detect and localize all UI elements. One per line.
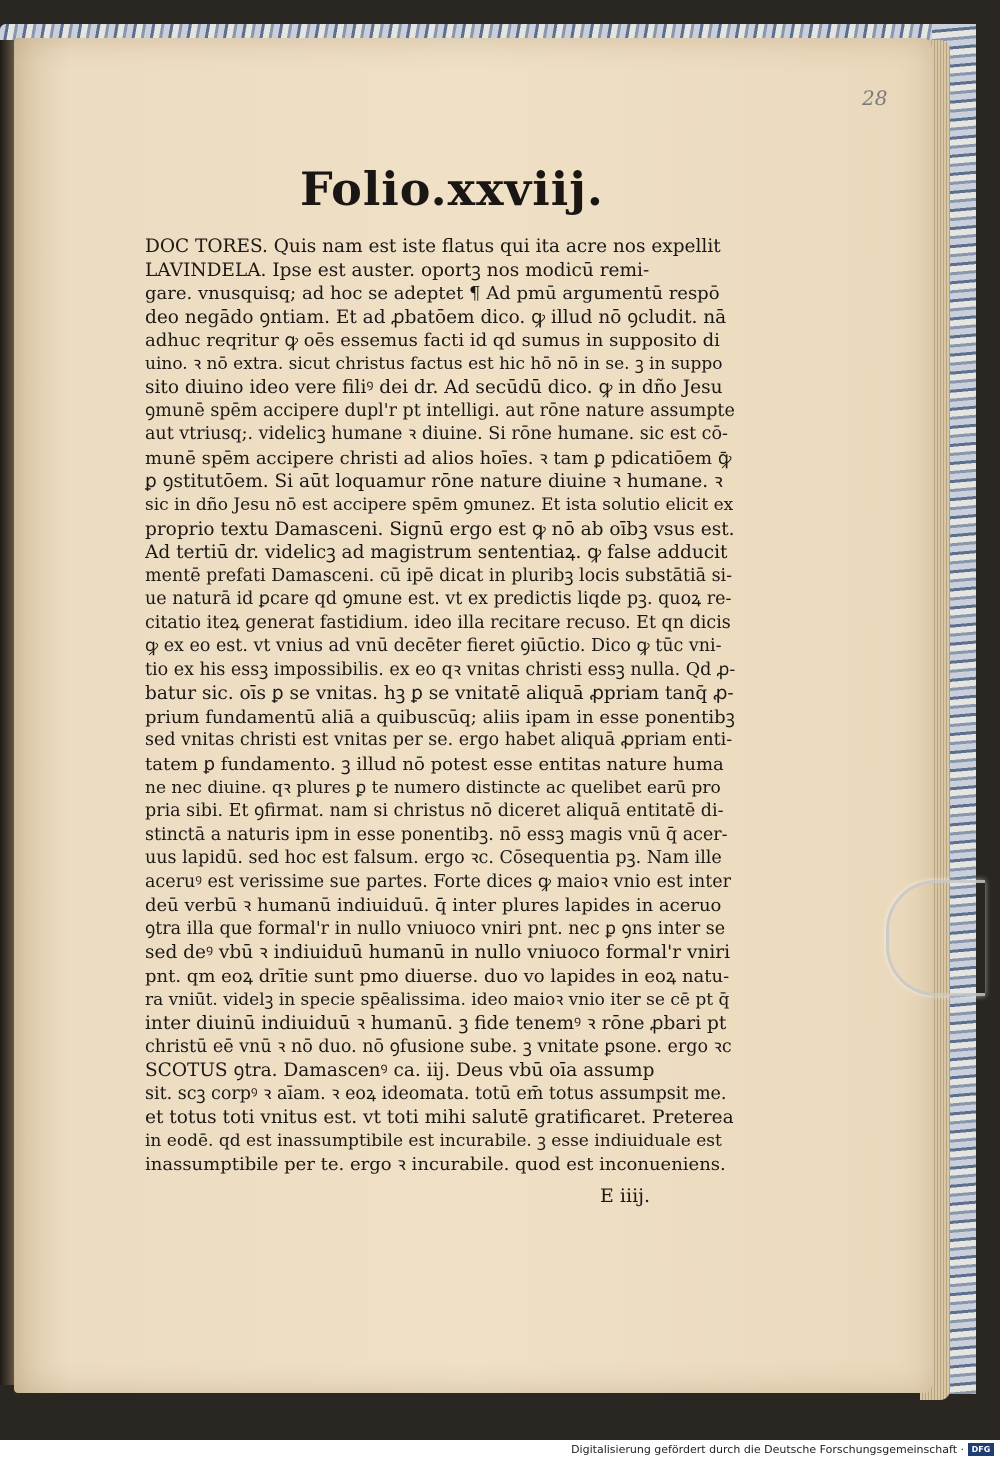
footer-bar [0, 1440, 1000, 1460]
text-line: inassumptibile per te. ergo ꝛ incurabile. quod est inconueniens. [145, 1154, 726, 1176]
text-line: gare. vnusquisq; ad hoc se adeptet ¶ Ad pmū argumentū respō [145, 283, 720, 305]
text-line: proprio textu Damasceni. Signū ergo est ꝙ nō ab oībꝫ vsus est. [145, 518, 735, 540]
text-line: uino. ꝛ nō extra. sicut christus factus est hic hō nō in se. ꝫ in suppo [145, 353, 723, 374]
text-line: christū eē vnū ꝛ nō duo. nō ꝯfusione sube. ꝫ vnitate ꝑsone. ergo ꝛc [145, 1036, 732, 1057]
text-line: pnt. qm eoꝝ drītie sunt pmo diuerse. duo vo lapides in eoꝝ natu‑ [145, 965, 730, 987]
text-line: sito diuino ideo vere filiꝰ dei dr. Ad secūdū dico. ꝙ in dño Jesu [145, 377, 723, 399]
text-line: ue naturā id ꝑcare qd ꝯmune est. vt ex predictis liqde pꝫ. quoꝝ re‑ [145, 589, 732, 610]
text-line: aut vtriusq;. videlicꝫ humane ꝛ diuine. Si rōne humane. sic est cō‑ [145, 424, 728, 445]
text-line: sed vnitas christi est vnitas per se. ergo habet aliquā ꝓpriam enti‑ [145, 730, 733, 751]
text-line: ꝑ ꝯstitutōem. Si aūt loquamur rōne nature diuine ꝛ humane. ꝛ [145, 471, 723, 493]
text-line: in eodē. qd est inassumptibile est incurabile. ꝫ esse indiuiduale est [145, 1130, 722, 1151]
pencil-folio-number: 28 [862, 86, 888, 110]
text-line: ꝯtra illa que formal'r in nullo vniuoco vniri pnt. nec ꝑ ꝯns inter se [145, 918, 726, 939]
text-line: pria sibi. Et ꝯfirmat. nam si christus nō diceret aliquā entitatē di‑ [145, 801, 724, 822]
text-line: et totus toti vnitus est. vt toti mihi salutē gratificaret. Preterea [145, 1107, 734, 1129]
text-line: aceruꝰ est verissime sue partes. Forte dices ꝙ maioꝛ vnio est inter [145, 871, 732, 892]
text-line: deo negādo ꝯntiam. Et ad ꝓbatōem dico. ꝙ illud nō ꝯcludit. nā [145, 306, 727, 328]
text-line: tio ex his essꝫ impossibilis. ex eo qꝛ vnitas christi essꝫ nulla. Qd ꝓ‑ [145, 659, 735, 680]
text-line: tatem ꝑ fundamento. ꝫ illud nō potest esse entitas nature huma [145, 754, 724, 776]
text-line: sed deꝰ vbū ꝛ indiuiduū humanū in nullo vniuoco formal'r vniri [145, 942, 731, 964]
text-line: ꝙ ex eo est. vt vnius ad vnū decēter fieret ꝯiūctio. Dico ꝙ tūc vni‑ [145, 636, 722, 657]
page-headline: Folio.xxviij. [300, 162, 604, 216]
funding-note: Digitalisierung gefördert durch die Deutsche Forschungsgemeinschaft · [571, 1443, 964, 1456]
text-line: citatio iteꝝ generat fastidium. ideo illa recitare recuso. Et qn dicis [145, 612, 731, 633]
text-line: Ad tertiū dr. videlicꝫ ad magistrum sententiaꝝ. ꝙ false adducit [145, 542, 728, 564]
text-line: sic in dño Jesu nō est accipere spēm ꝯmunez. Et ista solutio elicit ex [145, 495, 734, 516]
text-line: uus lapidū. sed hoc est falsum. ergo ꝛc. Cōsequentia pꝫ. Nam ille [145, 848, 722, 869]
text-line: stinctā a naturis ipm in esse ponentibꝫ. nō essꝫ magis vnū q̄ acer‑ [145, 824, 728, 845]
text-line: inter diuinū indiuiduū ꝛ humanū. ꝫ fide tenemꝰ ꝛ rōne ꝓbari pt [145, 1013, 727, 1035]
text-line: DOC TORES. Quis nam est iste flatus qui ita acre nos expellit [145, 236, 721, 257]
body-text [145, 235, 735, 1177]
text-line: mentē prefati Damasceni. cū ipē dicat in pluribꝫ locis substātiā si‑ [145, 565, 733, 586]
text-line: prium fundamentū aliā a quibuscūq; aliis ipam in esse ponentibꝫ [145, 706, 735, 728]
text-line: SCOTUS ꝯtra. Damascenꝰ ca. iij. Deus vbū oīa assump [145, 1060, 655, 1082]
text-line: munē spēm accipere christi ad alios hoīes. ꝛ tam ꝑ pdicatiōem ꝙ̄ [145, 447, 732, 469]
text-line: adhuc reqritur ꝙ oēs essemus facti id qd sumus in supposito di [145, 330, 720, 352]
text-line: deū verbū ꝛ humanū indiuiduū. q̄ inter plures lapides in aceruo [145, 895, 722, 917]
text-line: LAVINDELA. Ipse est auster. oportꝫ nos modicū remi‑ [145, 259, 650, 281]
text-line: ꝯmunē spēm accipere dupl'r pt intelligi. aut rōne nature assumpte [145, 400, 735, 421]
text-line: sit. scꝫ corpꝰ ꝛ aīam. ꝛ eoꝝ ideomata. totū em̄ totus assumpsit me. [145, 1083, 727, 1104]
text-line: ra vniūt. videlꝫ in specie spēalissima. ideo maioꝛ vnio iter se cē pt q̄ [145, 989, 730, 1010]
signature-mark: E iiij. [600, 1185, 651, 1207]
text-line: ne nec diuine. qꝛ plures ꝑ te numero distincte ac quelibet earū pro [145, 777, 721, 798]
text-line: batur sic. oīs ꝑ se vnitas. hꝫ ꝑ se vnitatē aliquā ꝓpriam tanq̄ ꝓ‑ [145, 683, 734, 705]
dfg-logo: DFG [968, 1443, 994, 1456]
page-clip [886, 880, 985, 996]
